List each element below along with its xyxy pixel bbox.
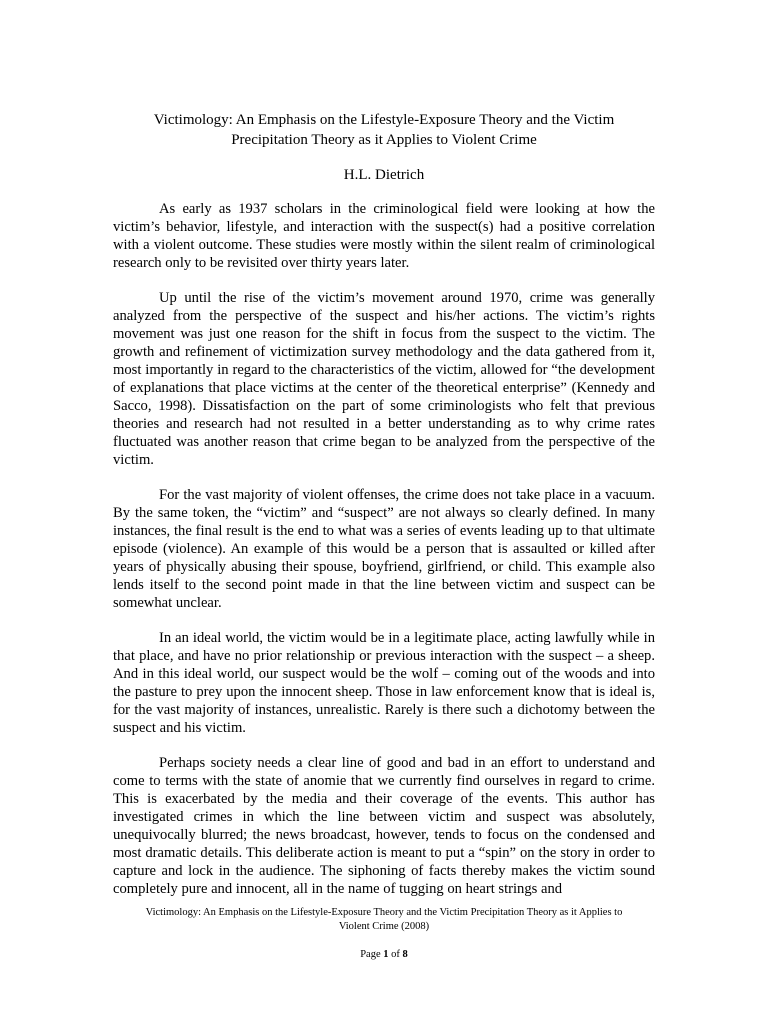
author-name: H.L. Dietrich (343, 167, 425, 183)
page-total: 8 (402, 949, 408, 960)
footer-line-1: Victimology: An Emphasis on the Lifestyle-Exposure Theory and the Victim Precipitation Theory as it Applies to (145, 907, 623, 918)
page-current: 1 (383, 949, 389, 960)
page-of: of (391, 949, 400, 960)
paragraph-2: Up until the rise of the victim’s movement around 1970, crime was generally analyzed from the perspective of the suspect and his/her actions. The victim’s rights movement was just one reason for the shift in focus from the suspect to the victim. The growth and refinement of victimization survey methodology and the data gathered from it, most importantly in regard to the characteristics of the victim, allowed for “the development of explanations that place victims at the center of the theoretical enterprise” (Kennedy and Sacco, 1998). Dissatisfaction on the part of some criminologists who felt that previous theories and research had not resulted in a better understanding as to why crime rates fluctuated was another reason that crime began to be analyzed from the perspective of the victim. (113, 290, 655, 468)
title-line-2: Precipitation Theory as it Applies to Violent Crime (231, 132, 537, 148)
document-title (100, 110, 668, 150)
running-footer (100, 906, 668, 934)
paragraph-1: As early as 1937 scholars in the criminological field were looking at how the victim’s behavior, lifestyle, and interaction with the suspect(s) had a positive correlation with a violent outcome. These studies were mostly within the silent realm of criminological research only to be revisited over thirty years later. (113, 201, 655, 271)
page-label: Page (360, 949, 381, 960)
page-number (100, 948, 668, 962)
footer-line-2: Violent Crime (2008) (338, 921, 430, 932)
paragraph-4: In an ideal world, the victim would be in a legitimate place, acting lawfully while in that place, and have no prior relationship or previous interaction with the suspect – a sheep. And in this ideal world, our suspect would be the wolf – coming out of the woods and into the pasture to prey upon the innocent sheep. Those in law enforcement know that is ideal is, for the vast majority of instances, unrealistic. Rarely is there such a dichotomy between the suspect and his victim. (113, 630, 655, 736)
paragraph-3: For the vast majority of violent offenses, the crime does not take place in a vacuum. By the same token, the “victim” and “suspect” are not always so clearly defined. In many instances, the final result is the end to what was a series of events leading up to that ultimate episode (violence). An example of this would be a person that is assaulted or killed after years of physically abusing their spouse, boyfriend, girlfriend, or child. This example also lends itself to the second point made in that the line between victim and suspect can be somewhat unclear. (113, 487, 655, 611)
paragraph-5: Perhaps society needs a clear line of good and bad in an effort to understand and come to terms with the state of anomie that we currently find ourselves in regard to crime. This is exacerbated by the media and their coverage of the events. This author has investigated crimes in which the line between victim and suspect was absolutely, unequivocally blurred; the news broadcast, however, tends to focus on the condensed and most dramatic details. This deliberate action is meant to put a “spin” on the story in order to capture and lock in the audience. The siphoning of facts thereby makes the victim sound completely pure and innocent, all in the name of tugging on heart strings and (113, 755, 655, 897)
document-body (113, 200, 655, 915)
title-line-1: Victimology: An Emphasis on the Lifestyle-Exposure Theory and the Victim (153, 112, 615, 128)
